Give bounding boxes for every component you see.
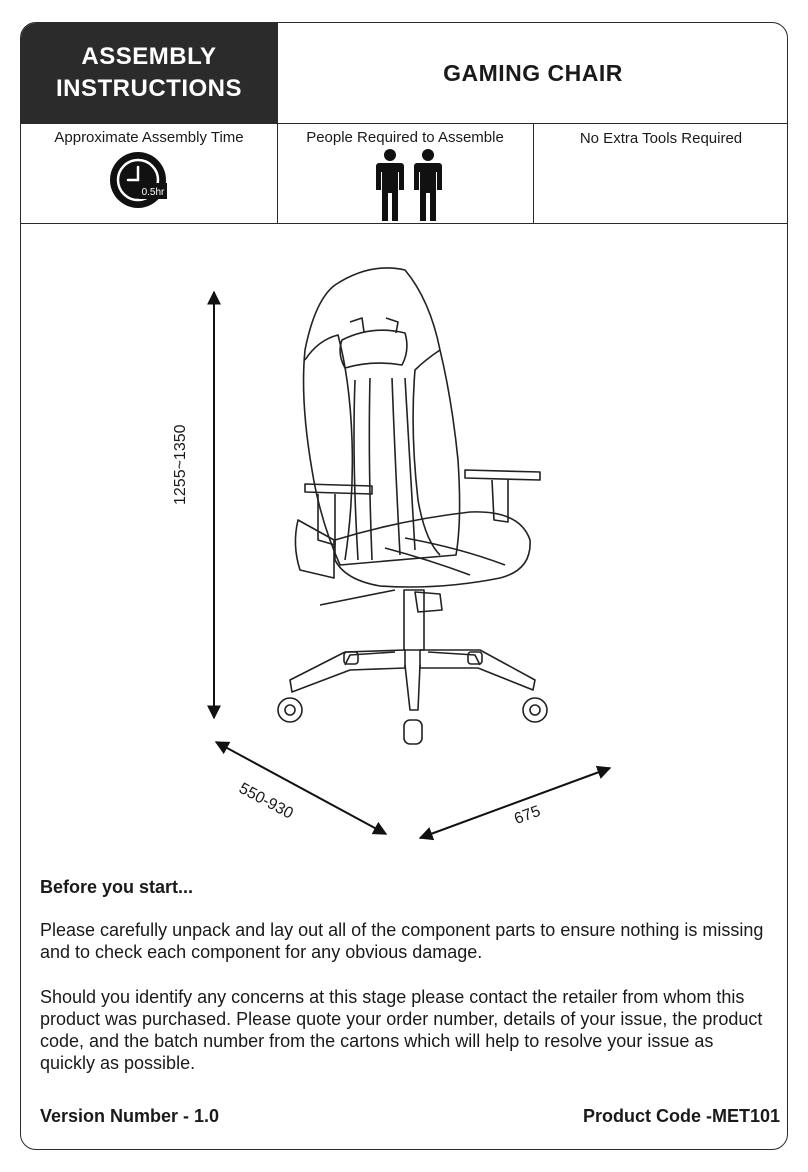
people-required-label: People Required to Assemble — [306, 129, 504, 146]
tools-label: No Extra Tools Required — [579, 130, 743, 147]
width-dimension-arrow — [420, 768, 610, 838]
intro-paragraph-1: Please carefully unpack and lay out all of the component parts to ensure nothing is missing and to check each component for any obvious damage. — [40, 920, 764, 962]
title-line-2: INSTRUCTIONS — [56, 75, 242, 102]
assembly-time-label: Approximate Assembly Time — [54, 129, 244, 146]
title-line-1: ASSEMBLY — [81, 43, 217, 70]
before-you-start-heading: Before you start... — [40, 877, 194, 897]
depth-dimension-label: 550-930 — [236, 780, 296, 823]
product-code: Product Code -MET101 — [582, 1106, 780, 1126]
chair-outline — [278, 268, 547, 744]
version-number: Version Number - 1.0 — [40, 1106, 220, 1126]
width-dimension-label: 675 — [512, 802, 543, 828]
product-name: GAMING CHAIR — [443, 59, 623, 86]
clock-time-value: 0.5hr — [141, 187, 165, 198]
intro-paragraph-2: Should you identify any concerns at this stage please contact the retailer from whom this product was purchased. Please quote your order number, details of your issue, the product code, and the batch number from the cartons which will help to resolve your issue as quickly as possible. — [40, 987, 763, 1073]
height-dimension-label: 1255~1350 — [172, 424, 189, 505]
